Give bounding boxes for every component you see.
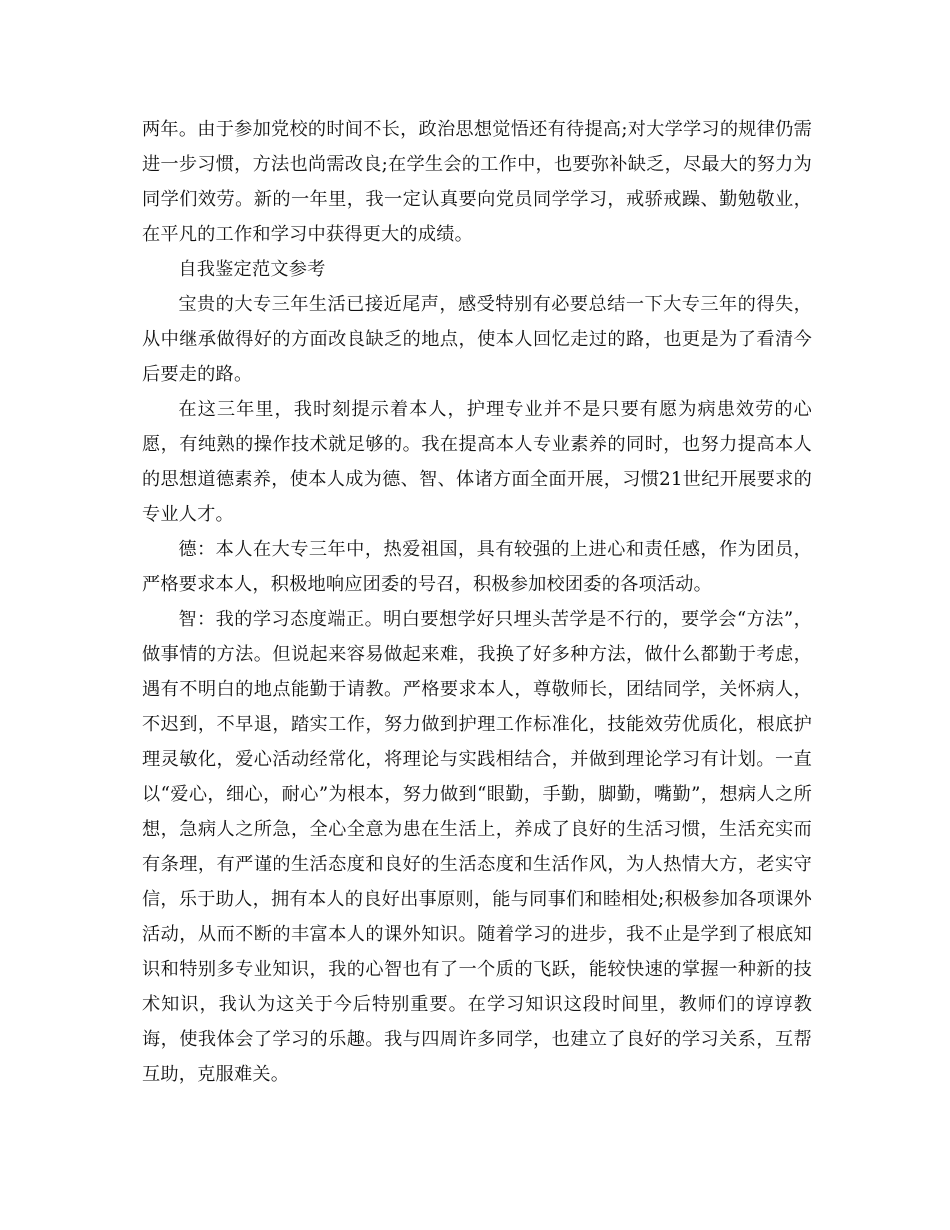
paragraph-continuation: 两年。由于参加党校的时间不长，政治思想觉悟还有待提高;对大学学习的规律仍需进一步习惯，方法也尚需改良;在学生会的工作中，也要弥补缺乏，尽最大的努力为同学们效劳。新的一年里，我一定认真要向党员同学学习，戒骄戒躁、勤勉敬业，在平凡的工作和学习中获得更大的成绩。 <box>142 119 812 245</box>
paragraph-intro: 宝贵的大专三年生活已接近尾声，感受特别有必要总结一下大专三年的得失，从中继承做得好的方面改良缺乏的地点，使本人回忆走过的路，也更是为了看清今后要走的路。 <box>142 294 812 385</box>
paragraph-intelligence: 智：我的学习态度端正。明白要想学好只埋头苦学是不行的，要学会“方法”，做事情的方法。但说起来容易做起来难，我换了好多种方法，做什么都勤于考虑，遇有不明白的地点能勤于请教。严格要求本人，尊敬师长，团结同学，关怀病人，不迟到，不早退，踏实工作，努力做到护理工作标准化，技能效劳优质化，根底护理灵敏化，爱心活动经常化，将理论与实践相结合，并做到理论学习有计划。一直以“爱心，细心，耐心”为根本，努力做到“眼勤，手勤，脚勤，嘴勤”，想病人之所想，急病人之所急，全心全意为患在生活上，养成了良好的生活习惯，生活充实而有条理，有严谨的生活态度和良好的生活态度和生活作风，为人热情大方，老实守信，乐于助人，拥有本人的良好出事原则，能与同事们和睦相处;积极参加各项课外活动，从而不断的丰富本人的课外知识。随着学习的进步，我不止是学到了根底知识和特别多专业知识，我的心智也有了一个质的飞跃，能较快速的掌握一种新的技术知识，我认为这关于今后特别重要。在学习知识这段时间里，教师们的谆谆教诲，使我体会了学习的乐趣。我与四周许多同学，也建立了良好的学习关系，互帮互助，克服难关。 <box>142 609 812 1085</box>
paragraph-morality: 德：本人在大专三年中，热爱祖国，具有较强的上进心和责任感，作为团员，严格要求本人，积极地响应团委的号召，积极参加校团委的各项活动。 <box>142 539 812 595</box>
document-body <box>142 112 812 1092</box>
paragraph-overview: 在这三年里，我时刻提示着本人，护理专业并不是只要有愿为病患效劳的心愿，有纯熟的操作技术就足够的。我在提高本人专业素养的同时，也努力提高本人的思想道德素养，使本人成为德、智、体诸方面全面开展，习惯21世纪开展要求的专业人才。 <box>142 399 812 525</box>
section-heading: 自我鉴定范文参考 <box>178 259 326 280</box>
